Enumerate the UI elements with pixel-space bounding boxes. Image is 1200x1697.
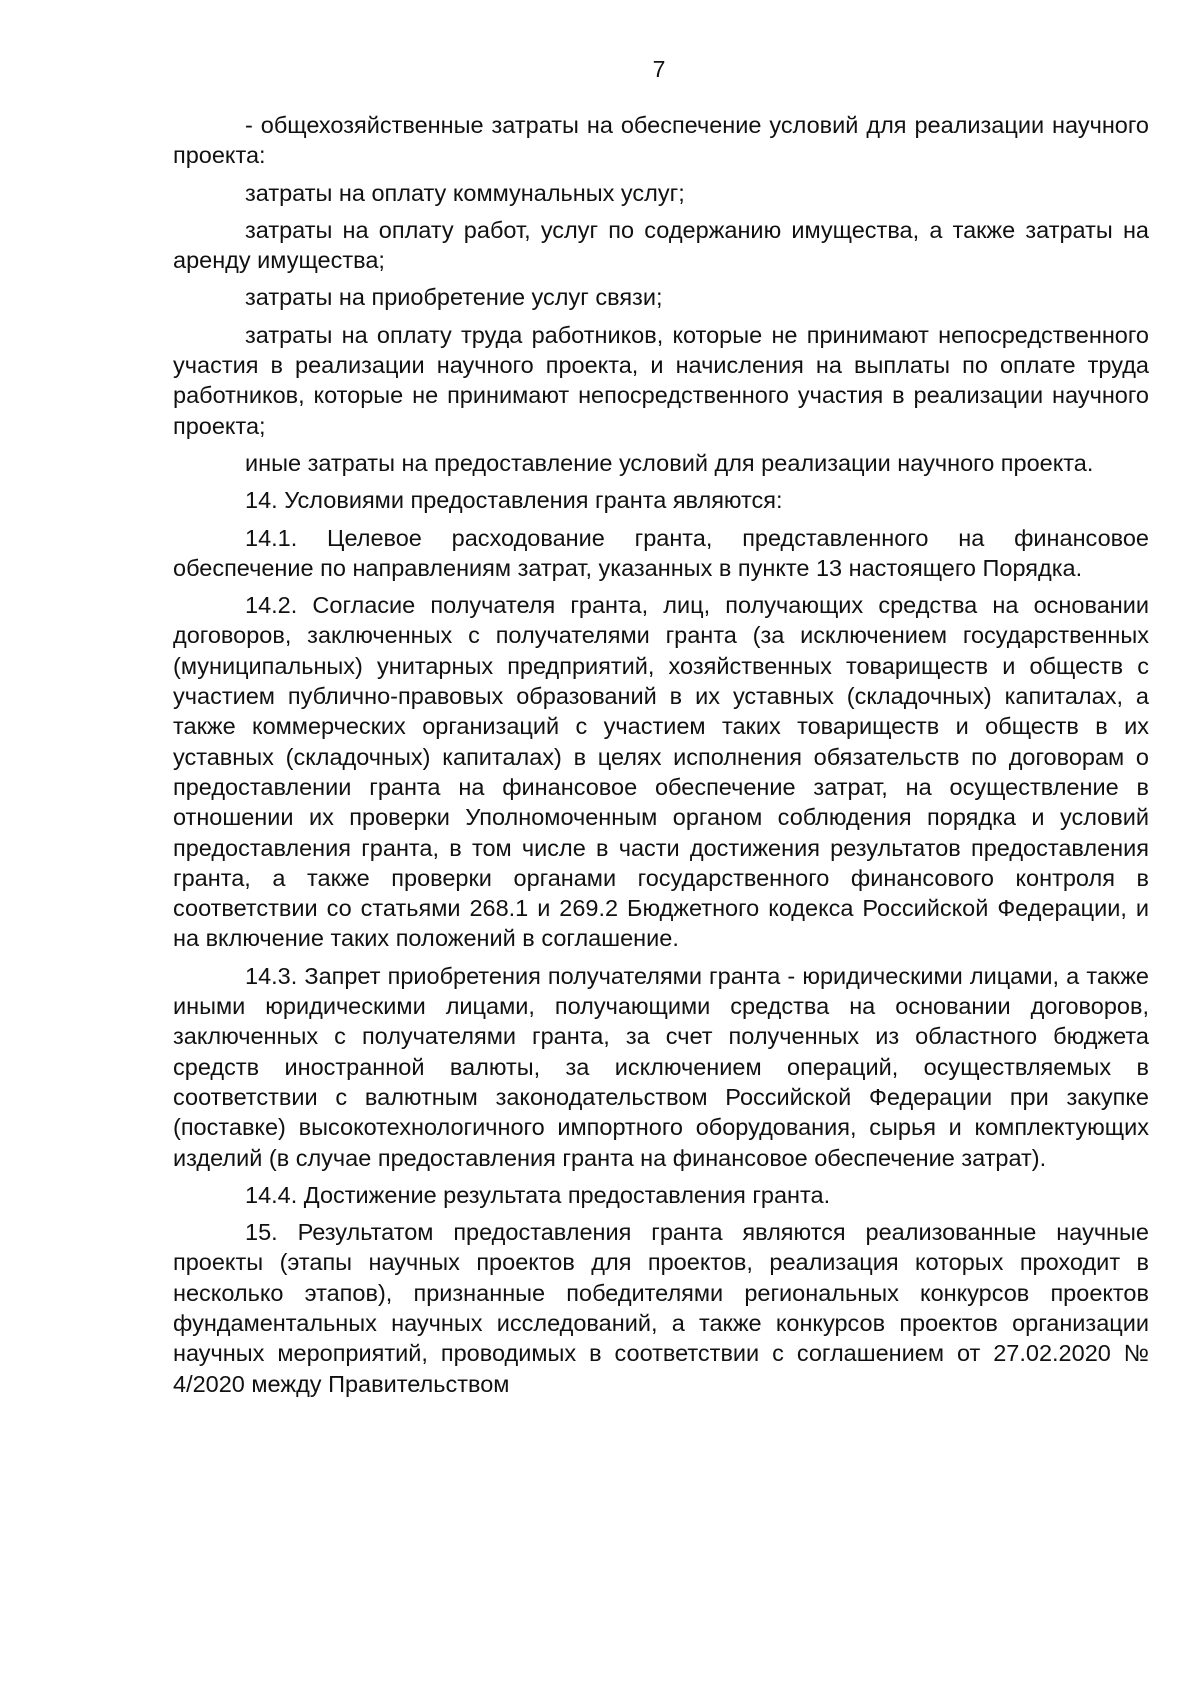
paragraph-14-1: 14.1. Целевое расходование гранта, представленного на финансовое обеспечение по направлениям затрат, указанных в пункте 13 настоящего Порядка. [173, 524, 1149, 581]
paragraph-property-costs: затраты на оплату работ, услуг по содержанию имущества, а также затраты на аренду имущества; [173, 216, 1149, 274]
paragraph-15: 15. Результатом предоставления гранта являются реализованные научные проекты (этапы научных проектов для проектов, реализация которых проходит в несколько этапов), признанные победителями региональных конкурсов проектов фундаментальных научных исследований, а также конкурсов проектов организации научных мероприятий, проводимых в соответствии с соглашением от 27.02.2020 № 4/2020 между Правительством [173, 1219, 1149, 1397]
paragraph-14: 14. Условиями предоставления гранта являются: [245, 487, 783, 514]
document-body [173, 110, 1149, 1406]
paragraph-other-costs: иные затраты на предоставление условий для реализации научного проекта. [245, 449, 1094, 476]
page-number: 7 [652, 56, 666, 82]
paragraph-overhead-costs: - общехозяйственные затраты на обеспечение условий для реализации научного проекта: [173, 112, 1149, 169]
paragraph-labor-costs: затраты на оплату труда работников, которые не принимают непосредственного участия в реализации научного проекта, и начисления на выплаты по оплате труда работников, которые не принимают непосредственного участия в реализации научного проекта; [173, 321, 1149, 439]
paragraph-14-4: 14.4. Достижение результата предоставления гранта. [245, 1181, 831, 1208]
paragraph-14-2: 14.2. Согласие получателя гранта, лиц, получающих средства на основании договоров, заключенных с получателями гранта (за исключением государственных (муниципальных) унитарных предприятий, хозяйственных товариществ и обществ с участием публично-правовых образований в их уставных (складочных) капиталах, а также коммерческих организаций с участием таких товариществ и обществ в их уставных (складочных) капиталах) в целях исполнения обязательств по договорам о предоставлении гранта на финансовое обеспечение затрат, на осуществление в отношении их проверки Уполномоченным органом соблюдения порядка и условий предоставления гранта, в том числе в части достижения результатов предоставления гранта, а также проверки органами государственного финансового контроля в соответствии со статьями 268.1 и 269.2 Бюджетного кодекса Российской Федерации, и на включение таких положений в соглашение. [173, 592, 1149, 952]
paragraph-communication-costs: затраты на приобретение услуг связи; [245, 284, 663, 311]
paragraph-14-3: 14.3. Запрет приобретения получателями гранта - юридическими лицами, а также иными юридическими лицами, получающими средства на основании договоров, заключенных с получателями гранта, за счет полученных из областного бюджета средств иностранной валюты, за исключением операций, осуществляемых в соответствии с валютным законодательством Российской Федерации при закупке (поставке) высокотехнологичного импортного оборудования, сырья и комплектующих изделий (в случае предоставления гранта на финансовое обеспечение затрат). [173, 962, 1149, 1171]
paragraph-utilities-costs: затраты на оплату коммунальных услуг; [245, 179, 685, 206]
